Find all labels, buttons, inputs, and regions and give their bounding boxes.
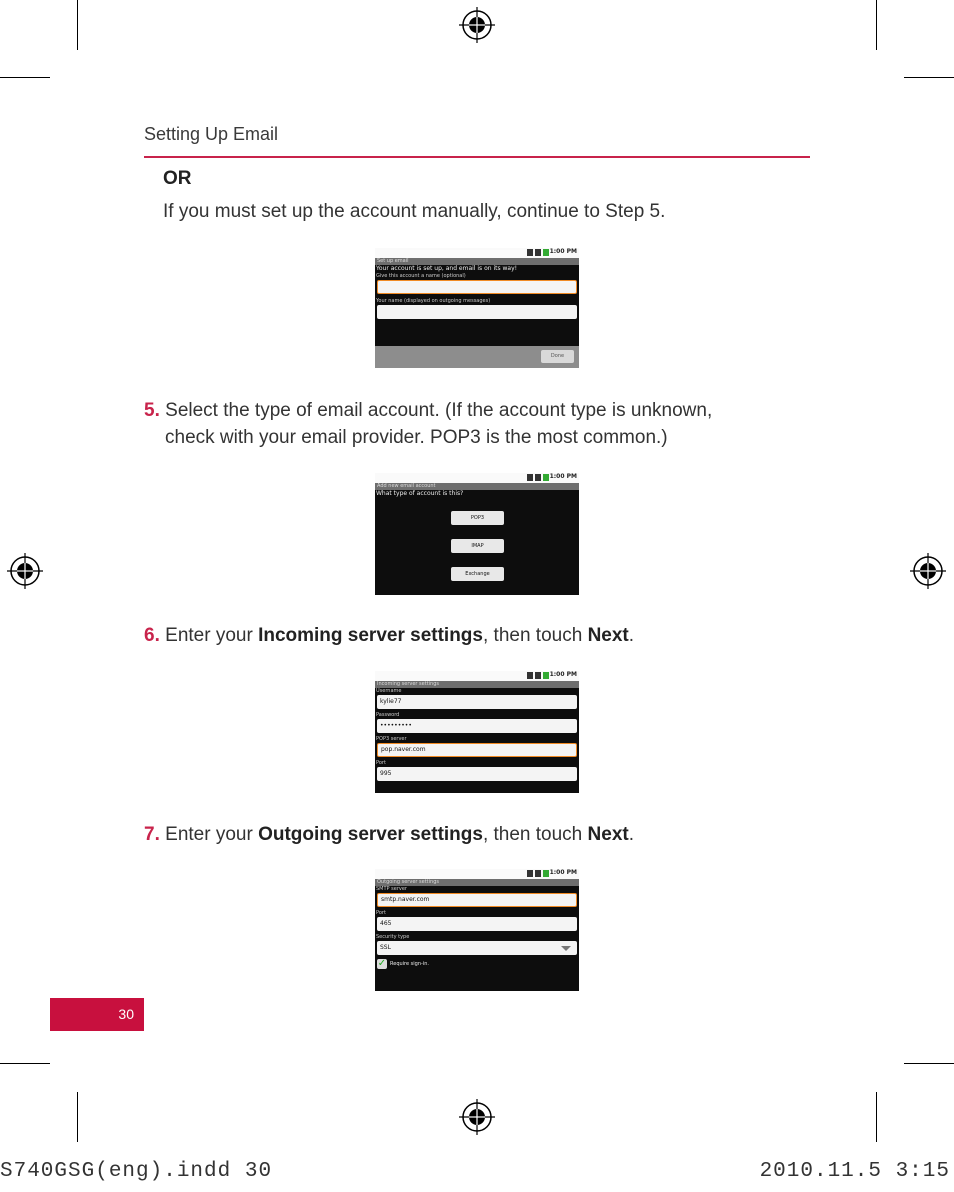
- registration-mark-icon: [459, 7, 495, 43]
- step-text: Enter your: [165, 824, 259, 845]
- require-sign-in-checkbox[interactable]: [375, 959, 579, 969]
- signal-icon: [535, 870, 541, 877]
- status-bar: [375, 869, 579, 879]
- crop-mark: [904, 1063, 954, 1064]
- step-number: 7.: [144, 824, 160, 845]
- account-name-field[interactable]: [377, 280, 577, 294]
- password-field[interactable]: •••••••••: [377, 719, 577, 733]
- crop-mark: [876, 0, 877, 50]
- status-time: 1:00 PM: [549, 248, 577, 255]
- screen-title: Incoming server settings: [375, 681, 579, 688]
- screenshot-setup-email: [375, 248, 579, 368]
- step-text: , then touch: [482, 824, 588, 845]
- security-type-label: Security type: [376, 934, 410, 940]
- screen-title: Add new email account: [375, 483, 579, 490]
- footer-date: 2010.11.5 3:15: [759, 1160, 950, 1183]
- next-term: Next: [587, 625, 629, 646]
- outgoing-settings-term: Outgoing server settings: [258, 824, 483, 845]
- step-7: [144, 821, 634, 848]
- step-number: 6.: [144, 625, 160, 646]
- registration-mark-icon: [459, 1099, 495, 1135]
- battery-icon: [543, 870, 549, 877]
- crop-mark: [0, 77, 50, 78]
- section-title: Setting Up Email: [144, 124, 279, 144]
- battery-icon: [543, 249, 549, 256]
- pop3-button[interactable]: POP3: [451, 511, 504, 525]
- port-label: Port: [376, 910, 386, 916]
- status-time: 1:00 PM: [549, 671, 577, 678]
- registration-mark-icon: [910, 553, 946, 589]
- security-type-value: SSL: [380, 944, 391, 951]
- registration-mark-icon: [7, 553, 43, 589]
- status-bar: [375, 473, 579, 483]
- status-bar: [375, 671, 579, 681]
- step-number: 5.: [144, 400, 160, 421]
- require-sign-in-label: Require sign-in.: [390, 961, 429, 967]
- page-number: 30: [118, 1006, 134, 1022]
- or-label: OR: [163, 168, 192, 189]
- status-bar: [375, 248, 579, 258]
- username-field[interactable]: kylie77: [377, 695, 577, 709]
- port-label: Port: [376, 760, 386, 766]
- smtp-server-field[interactable]: smtp.naver.com: [377, 893, 577, 907]
- screen-title: Set up email: [375, 258, 579, 265]
- pop3-server-field[interactable]: pop.naver.com: [377, 743, 577, 757]
- signal-icon: [535, 474, 541, 481]
- crop-mark: [77, 1092, 78, 1142]
- dropdown-arrow-icon: [561, 946, 571, 951]
- status-time: 1:00 PM: [549, 869, 577, 876]
- done-button[interactable]: Done: [541, 350, 574, 363]
- step-text: Enter your: [165, 625, 259, 646]
- step-5: [144, 397, 712, 451]
- smtp-server-label: SMTP server: [376, 886, 407, 892]
- screenshot-incoming-server: [375, 671, 579, 793]
- crop-mark: [904, 77, 954, 78]
- battery-icon: [543, 474, 549, 481]
- intro-text: If you must set up the account manually, continue to Step 5.: [163, 201, 666, 222]
- button-bar: [375, 346, 579, 368]
- step-text: .: [628, 625, 635, 646]
- crop-mark: [0, 1063, 50, 1064]
- pop3-server-label: POP3 server: [376, 736, 407, 742]
- notification-icon: [527, 474, 533, 481]
- notification-icon: [527, 672, 533, 679]
- signal-icon: [535, 249, 541, 256]
- port-field[interactable]: 465: [377, 917, 577, 931]
- notification-icon: [527, 870, 533, 877]
- checkmark-icon: ✓: [377, 958, 387, 969]
- battery-icon: [543, 672, 549, 679]
- status-time: 1:00 PM: [549, 473, 577, 480]
- exchange-button[interactable]: Exchange: [451, 567, 504, 581]
- account-name-label: Give this account a name (optional): [376, 273, 466, 279]
- header-divider: [144, 156, 810, 158]
- your-name-label: Your name (displayed on outgoing messages): [376, 298, 491, 304]
- step-6: [144, 622, 634, 649]
- incoming-settings-term: Incoming server settings: [258, 625, 483, 646]
- step-text: .: [628, 824, 634, 845]
- screen-title: Outgoing server settings: [375, 879, 579, 886]
- setup-headline: Your account is set up, and email is on its way!: [376, 265, 518, 272]
- footer-file-name: S740GSG(eng).indd 30: [0, 1160, 273, 1183]
- your-name-field[interactable]: [377, 305, 577, 319]
- page-number-tab: [50, 998, 144, 1031]
- signal-icon: [535, 672, 541, 679]
- imap-button[interactable]: IMAP: [451, 539, 504, 553]
- screenshot-account-type: [375, 473, 579, 595]
- crop-mark: [876, 1092, 877, 1142]
- step-text: , then touch: [482, 625, 588, 646]
- notification-icon: [527, 249, 533, 256]
- security-type-select[interactable]: [377, 941, 577, 955]
- next-term: Next: [587, 824, 629, 845]
- crop-mark: [77, 0, 78, 50]
- port-field[interactable]: 995: [377, 767, 577, 781]
- password-label: Password: [376, 712, 400, 718]
- step-text-line2: check with your email provider. POP3 is the most common.): [165, 427, 668, 448]
- screenshot-outgoing-server: [375, 869, 579, 991]
- step-text: Select the type of email account. (If the account type is unknown,: [165, 400, 713, 421]
- account-type-question: What type of account is this?: [376, 490, 464, 497]
- username-label: Username: [376, 688, 402, 694]
